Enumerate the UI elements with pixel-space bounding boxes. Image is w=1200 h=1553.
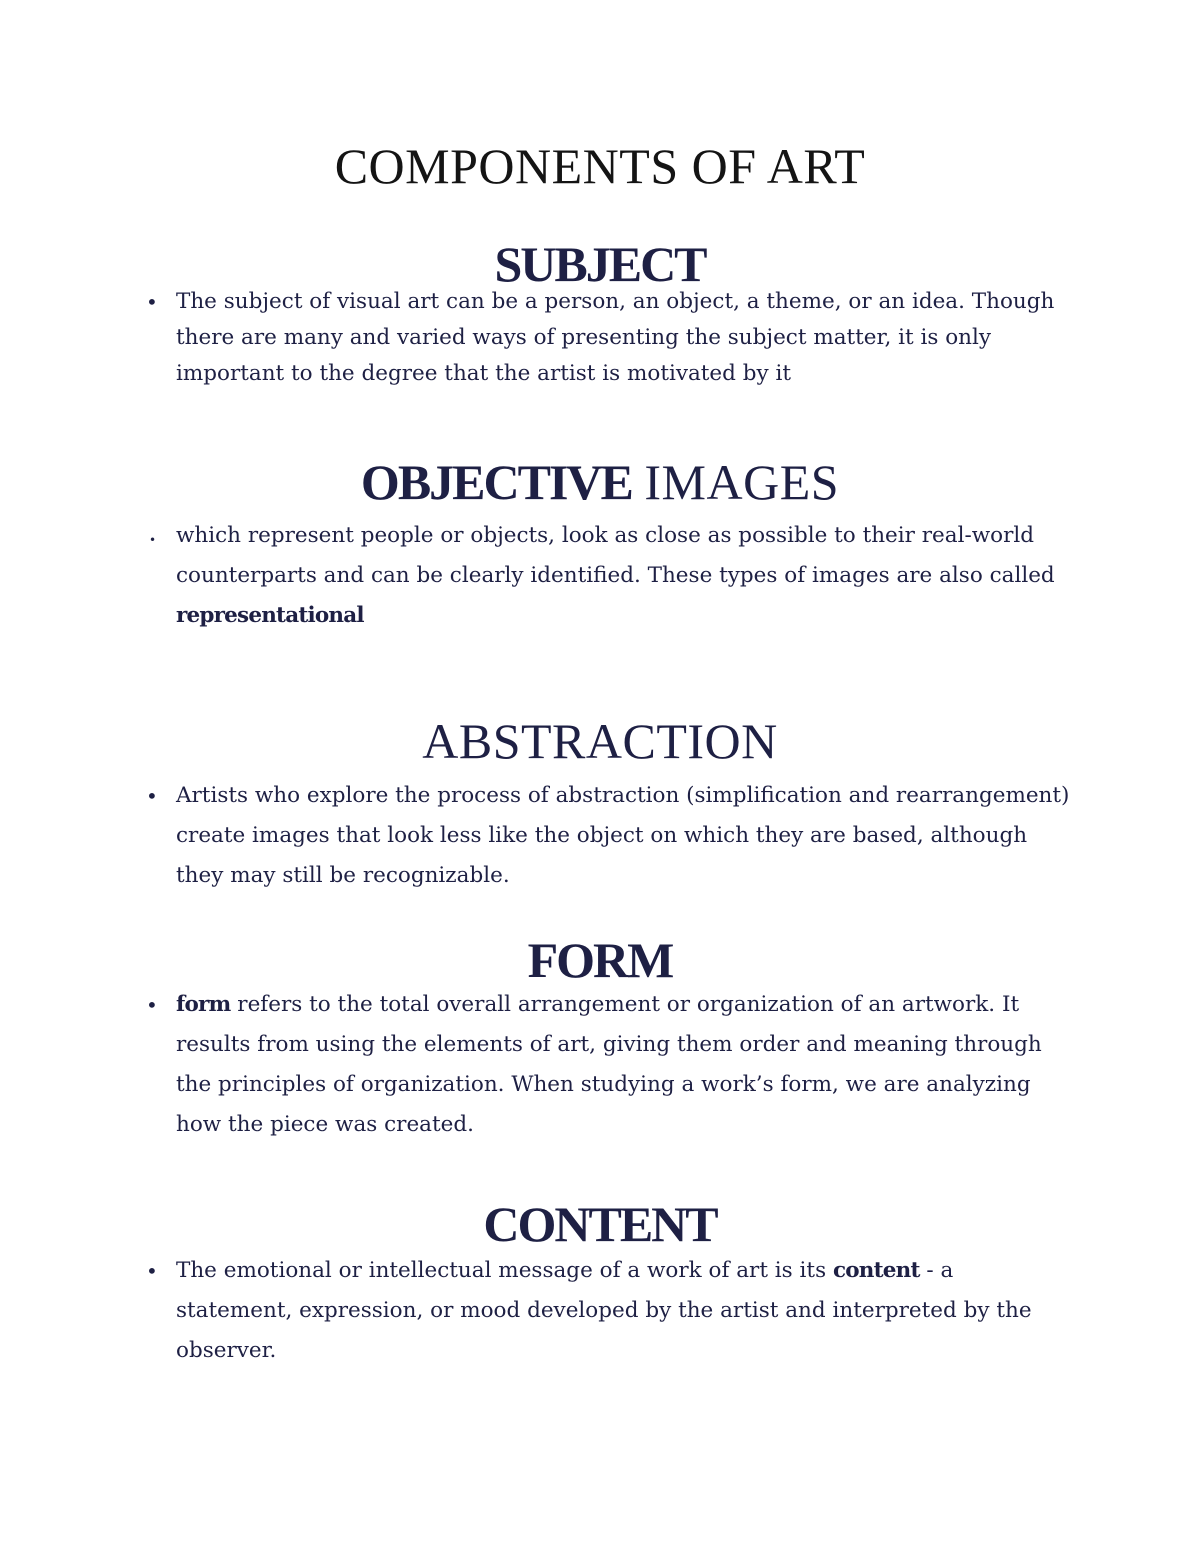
subject-text: The subject of visual art can be a person, an object, a theme, or an idea. Though there are many and varied ways of presenting the subject matter, it is only important to the degree that the artist is motivated by it [176, 289, 1055, 386]
form-bold-term: form [176, 992, 231, 1017]
heading-objective-strong: OBJECTIVE [360, 454, 632, 510]
form-bullet [146, 985, 1076, 1145]
bullet-marker: • [149, 533, 157, 547]
heading-form [0, 932, 1200, 988]
heading-abstraction-text: ABSTRACTION [422, 713, 778, 769]
heading-form-text: FORM [527, 932, 673, 988]
bullet-marker: • [146, 993, 158, 1017]
content-text-before: The emotional or intellectual message of a work of art is its [176, 1258, 833, 1283]
objective-text: which represent people or objects, look as close as possible to their real-world counterparts and can be clearly identified. These types of images are also called [176, 523, 1055, 588]
bullet-marker: • [146, 1259, 158, 1283]
form-text: refers to the total overall arrangement or organization of an artwork. It results from using the elements of art, giving them order and meaning through the principles of organization. When studying a work’s form, we are analyzing how the piece was created. [176, 992, 1042, 1137]
content-bullet [146, 1251, 1076, 1371]
document-title: COMPONENTS OF ART [334, 138, 866, 194]
abstraction-text: Artists who explore the process of abstraction (simplification and rearrangement) create images that look less like the object on which they are based, although they may still be recognizable. [176, 783, 1070, 888]
content-bold-term: content [832, 1258, 920, 1283]
heading-abstraction [0, 713, 1200, 769]
heading-content [0, 1196, 1200, 1252]
heading-objective-images [0, 454, 1200, 510]
objective-bullet [149, 516, 1076, 636]
heading-subject-text: SUBJECT [494, 236, 706, 292]
bullet-marker: • [146, 784, 158, 808]
heading-content-text: CONTENT [483, 1196, 717, 1252]
objective-bold-term: representational [176, 603, 364, 628]
heading-objective-light: IMAGES [644, 454, 840, 510]
content-text-after: - a statement, expression, or mood developed by the artist and interpreted by the observer. [176, 1258, 1032, 1363]
bullet-marker: • [146, 290, 158, 314]
abstraction-bullet [146, 776, 1076, 896]
subject-bullet [146, 284, 1076, 392]
